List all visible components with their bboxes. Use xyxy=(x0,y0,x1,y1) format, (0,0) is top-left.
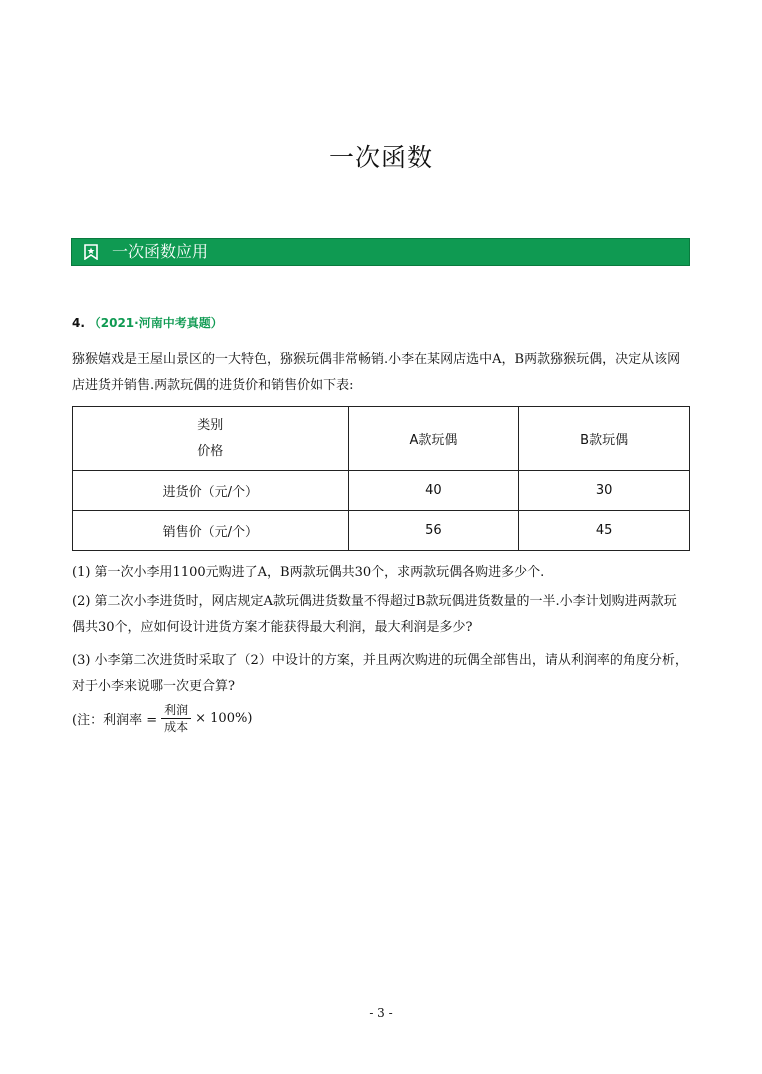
question-source: （2021·河南中考真题） xyxy=(88,316,223,330)
note-prefix: (注：利润率 = xyxy=(72,712,158,728)
row-label: 进货价（元/个） xyxy=(73,471,349,511)
sub-question-2 xyxy=(72,589,692,641)
formula-note xyxy=(72,700,252,736)
question-intro xyxy=(72,347,692,399)
note-suffix: × 100%) xyxy=(195,710,253,726)
corner-top-label: 类别 xyxy=(197,417,224,433)
section-header xyxy=(71,238,690,266)
table-header-row xyxy=(73,407,690,471)
corner-bottom-label: 价格 xyxy=(197,443,224,459)
intro-line: 店进货并销售.两款玩偶的进货价和销售价如下表: xyxy=(72,378,354,393)
sub2-line: 偶共30个，应如何设计进货方案才能获得最大利润，最大利润是多少? xyxy=(72,620,473,635)
table-row xyxy=(73,511,690,551)
table-corner-cell xyxy=(73,407,349,471)
bookmark-star-icon xyxy=(84,244,98,260)
sub-question-1: (1) 第一次小李用1100元购进了A，B两款玩偶共30个，求两款玩偶各购进多少个. xyxy=(72,565,545,580)
sub3-line: (3) 小李第二次进货时采取了（2）中设计的方案，并且两次购进的玩偶全部售出，请从利润率的角度分析， xyxy=(72,653,688,668)
sub2-line: (2) 第二次小李进货时，网店规定A款玩偶进货数量不得超过B款玩偶进货数量的一半.小李计划购进两款玩 xyxy=(72,594,677,609)
column-header: B款玩偶 xyxy=(519,407,690,471)
question-header xyxy=(72,314,223,331)
question-number: 4. xyxy=(72,316,85,330)
fraction-numerator: 利润 xyxy=(161,702,191,719)
fraction xyxy=(161,702,191,735)
table-cell: 45 xyxy=(519,511,690,551)
column-header: A款玩偶 xyxy=(348,407,519,471)
price-table xyxy=(72,406,690,551)
table-cell: 40 xyxy=(348,471,519,511)
intro-line: 猕猴嬉戏是王屋山景区的一大特色，猕猴玩偶非常畅销.小李在某网店选中A，B两款猕猴玩偶，决定从该网 xyxy=(72,352,681,367)
sub-question-3 xyxy=(72,648,692,700)
sub3-line: 对于小李来说哪一次更合算? xyxy=(72,679,235,694)
fraction-denominator: 成本 xyxy=(164,719,189,734)
table-row xyxy=(73,471,690,511)
table-cell: 30 xyxy=(519,471,690,511)
page-title: 一次函数 xyxy=(328,143,433,172)
page-number: - 3 - xyxy=(369,1006,393,1020)
section-title: 一次函数应用 xyxy=(112,242,209,261)
table-cell: 56 xyxy=(348,511,519,551)
row-label: 销售价（元/个） xyxy=(73,511,349,551)
